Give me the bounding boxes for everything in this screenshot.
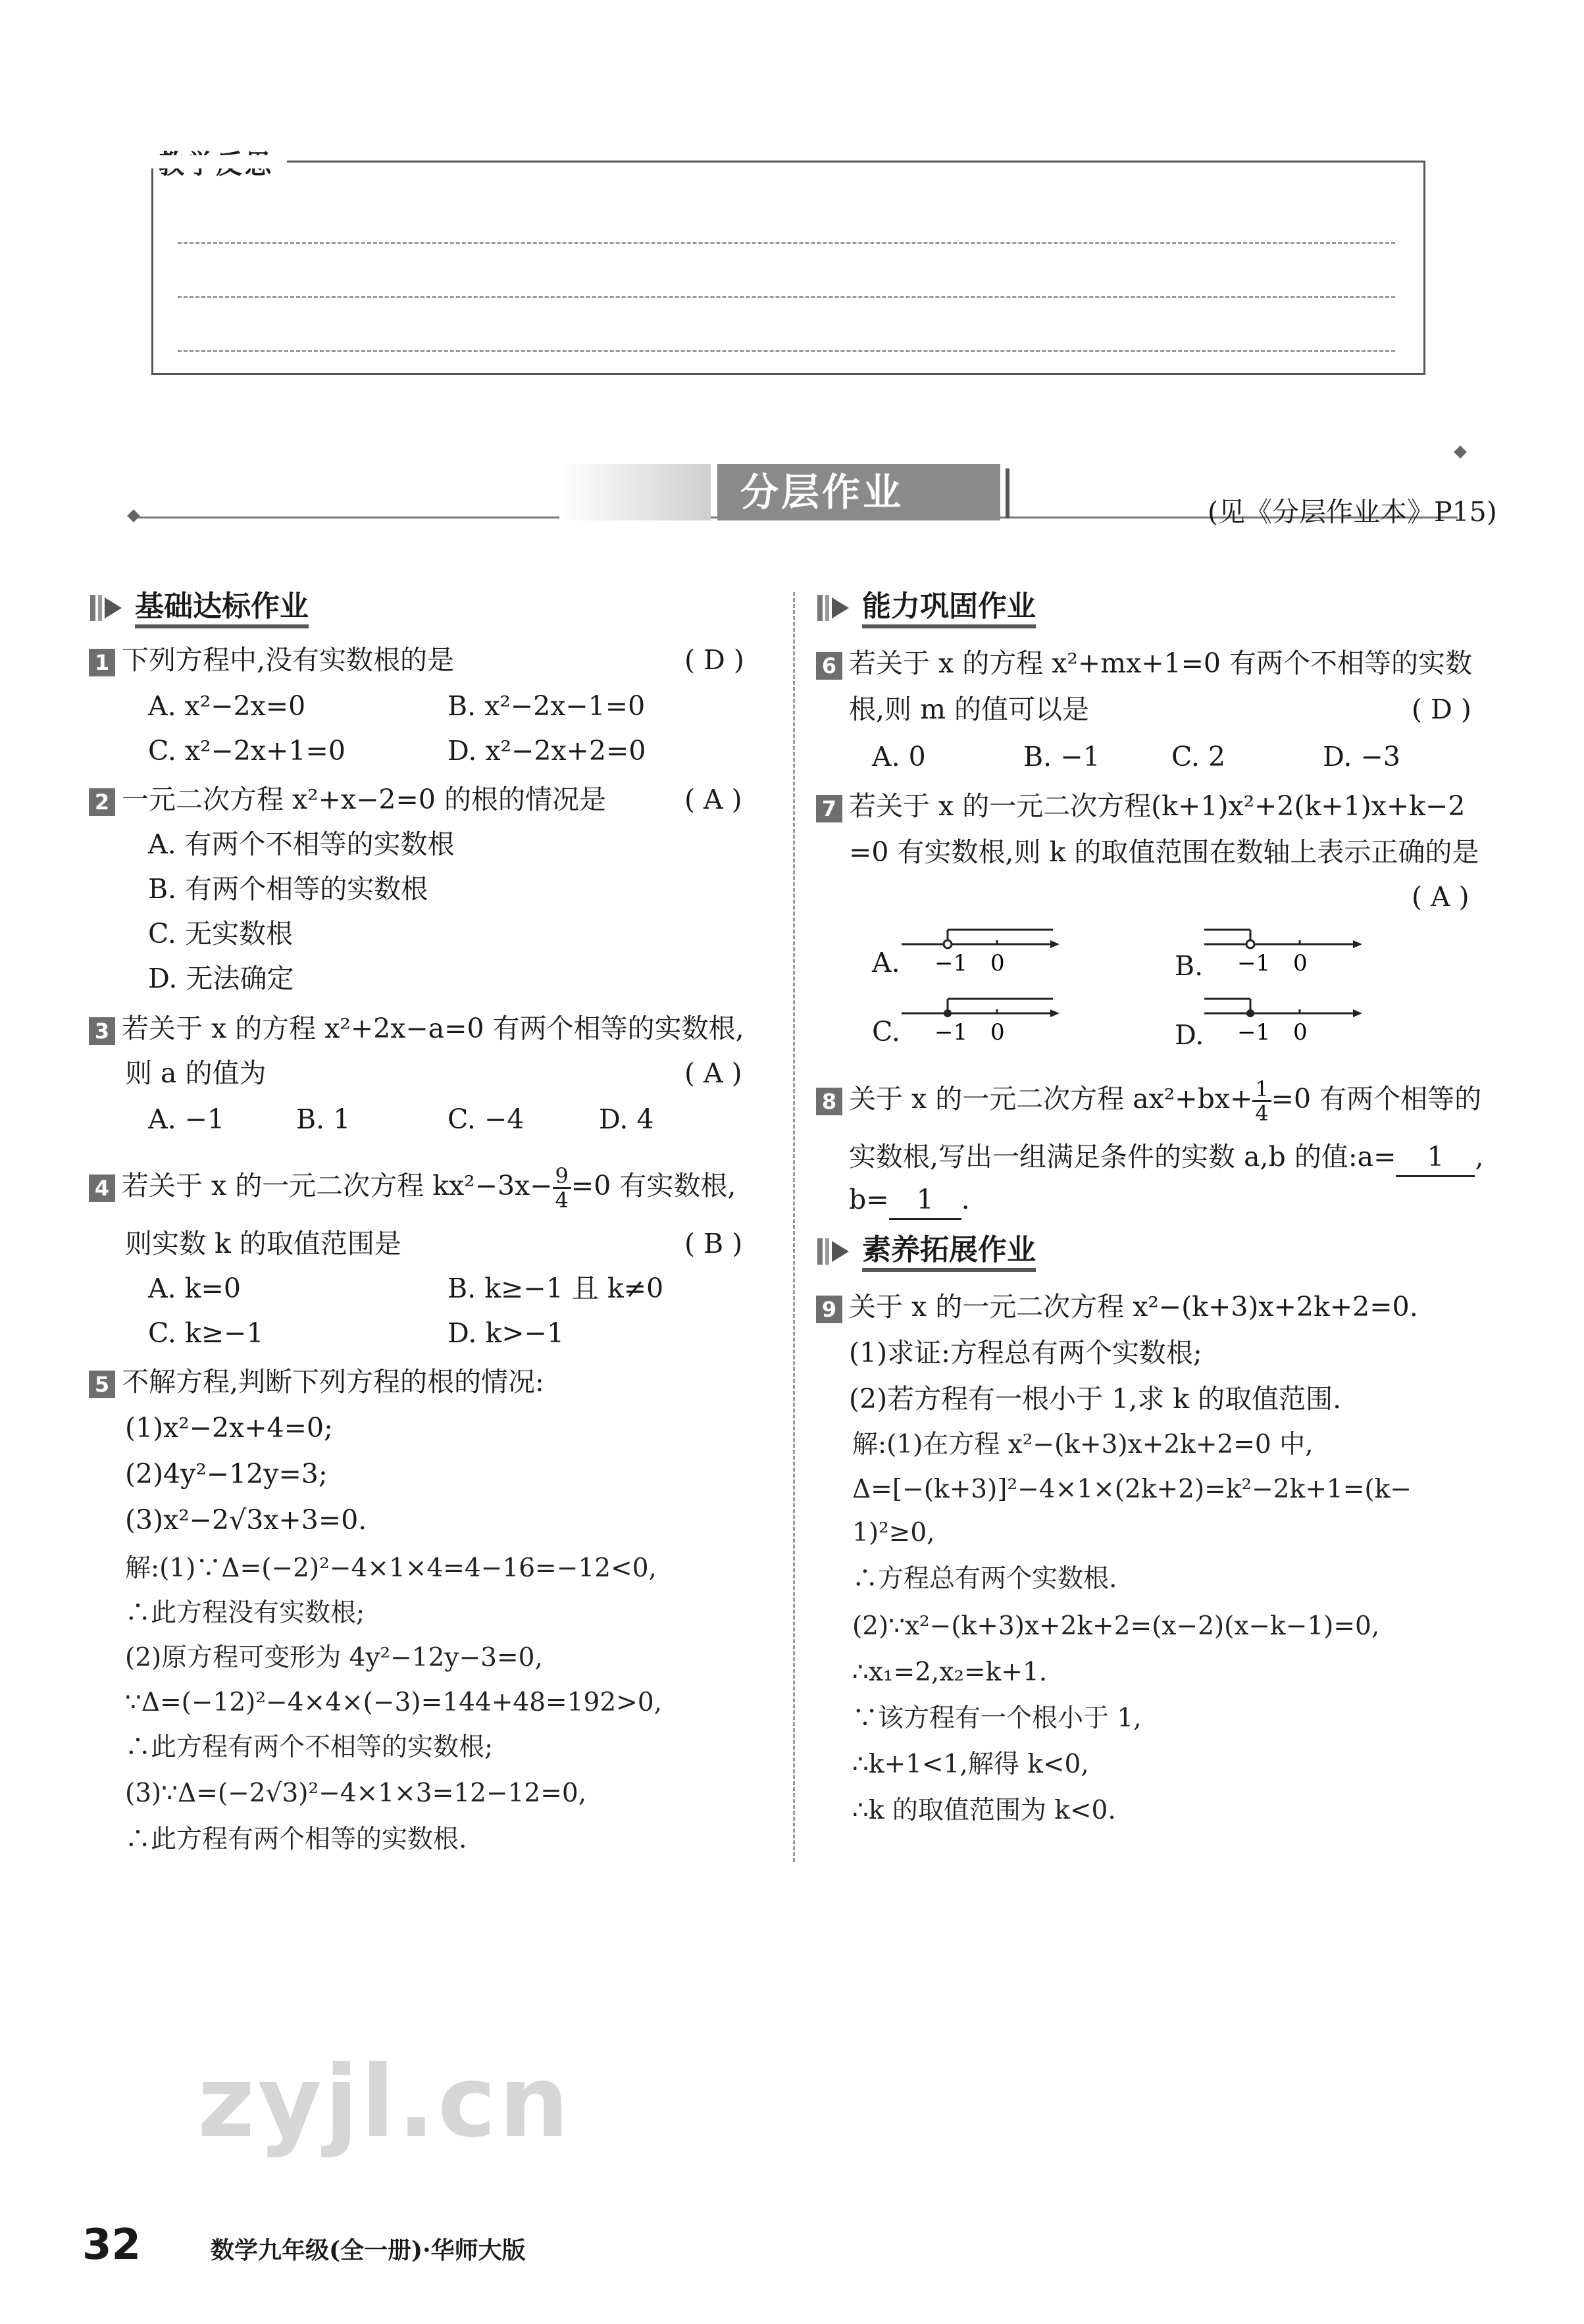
- banner-diamond-left: [127, 509, 140, 522]
- q4-option-a: A. k=0: [148, 1273, 241, 1304]
- tick-label: −1: [934, 1019, 968, 1046]
- arrow-icon: [816, 1234, 854, 1269]
- tick-label: −1: [1237, 1019, 1271, 1046]
- q5-solution-5: ∴此方程有两个不相等的实数根;: [125, 1732, 494, 1762]
- q9-solution-7: ∵该方程有一个根小于 1,: [852, 1704, 1142, 1733]
- q5-solution-2: ∴此方程没有实数根;: [125, 1598, 365, 1628]
- q6-option-d: D. −3: [1323, 741, 1400, 772]
- answer-7: ( A ): [1412, 881, 1469, 913]
- q3-option-c: C. −4: [447, 1103, 524, 1135]
- arrow-icon: [816, 591, 854, 625]
- q5-solution-1: 解:(1)∵Δ=(−2)²−4×1×4=4−16=−12<0,: [125, 1554, 657, 1583]
- section-extension: 素养拓展作业: [816, 1230, 1036, 1270]
- q9-solution-1: 解:(1)在方程 x²−(k+3)x+2k+2=0 中,: [852, 1430, 1314, 1459]
- tick-label: 0: [1293, 950, 1308, 976]
- q6-option-a: A. 0: [872, 741, 926, 772]
- tick-label: 0: [990, 1019, 1005, 1046]
- question-7: 7 若关于 x 的一元二次方程(k+1)x²+2(k+1)x+k−2: [816, 788, 1466, 824]
- q5-solution-6: (3)∵Δ=(−2√3)²−4×1×3=12−12=0,: [125, 1779, 587, 1808]
- question-3: 3 若关于 x 的方程 x²+2x−a=0 有两个相等的实数根,: [89, 1010, 744, 1047]
- b-value-blank[interactable]: 1: [889, 1181, 961, 1220]
- tick-label: −1: [934, 950, 968, 976]
- q9-solution-3: 1)²≥0,: [852, 1518, 935, 1548]
- q8-stem-3: b= 1 .: [849, 1181, 970, 1220]
- q2-option-a: A. 有两个不相等的实数根: [148, 828, 455, 860]
- question-4: 4 若关于 x 的一元二次方程 kx²−3x− $\frac{9}{4}$ =0 有实数根,: [89, 1165, 736, 1211]
- q9-solution-6: ∴x₁=2,x₂=k+1.: [852, 1657, 1048, 1687]
- q7-option-d-numberline: [1204, 987, 1362, 1046]
- q9-solution-2: Δ=[−(k+3)]²−4×1×(2k+2)=k²−2k+1=(k−: [852, 1475, 1412, 1504]
- q2-option-c: C. 无实数根: [148, 918, 293, 949]
- q3-option-a: A. −1: [148, 1103, 225, 1135]
- tick-label: 0: [990, 950, 1005, 976]
- banner-deco: [559, 464, 711, 520]
- q9-solution-5: (2)∵x²−(k+3)x+2k+2=(x−2)(x−k−1)=0,: [852, 1611, 1380, 1641]
- reflection-line-1[interactable]: [178, 242, 1395, 244]
- answer-3: ( A ): [684, 1057, 742, 1089]
- q7-option-b-label: B.: [1175, 950, 1204, 982]
- q1-option-a: A. x²−2x=0: [148, 690, 306, 722]
- q4-option-d: D. k>−1: [447, 1317, 565, 1349]
- page-number: 32: [82, 2221, 141, 2269]
- answer-2: ( A ): [684, 784, 742, 815]
- reflection-line-3[interactable]: [178, 350, 1395, 352]
- question-6: 6 若关于 x 的方程 x²+mx+1=0 有两个不相等的实数: [816, 645, 1472, 682]
- question-9: 9 关于 x 的一元二次方程 x²−(k+3)x+2k+2=0.: [816, 1288, 1418, 1325]
- q7-option-c-numberline: [902, 987, 1060, 1046]
- q5-solution-3: (2)原方程可变形为 4y²−12y−3=0,: [125, 1643, 543, 1673]
- q7-option-b-numberline: [1204, 918, 1362, 977]
- arrow-icon: [89, 591, 127, 625]
- q4-option-c: C. k≥−1: [148, 1317, 264, 1349]
- question-5: 5 不解方程,判断下列方程的根的情况:: [89, 1363, 544, 1400]
- q7-option-c-label: C.: [872, 1016, 900, 1048]
- q5-item-1: (1)x²−2x+4=0;: [125, 1412, 333, 1444]
- q6-option-c: C. 2: [1171, 741, 1226, 772]
- q5-item-3: (3)x²−2√3x+3=0.: [125, 1504, 367, 1536]
- q7-option-d-label: D.: [1175, 1019, 1204, 1051]
- q8-stem-2: 实数根,写出一组满足条件的实数 a,b 的值:a= 1 ,: [849, 1138, 1483, 1177]
- q9-solution-4: ∴方程总有两个实数根.: [852, 1564, 1117, 1594]
- answer-4: ( B ): [684, 1228, 743, 1259]
- q5-item-2: (2)4y²−12y=3;: [125, 1458, 328, 1490]
- banner-title: 分层作业: [740, 470, 904, 515]
- banner-diamond-right: [1454, 445, 1467, 459]
- q4-fraction: $\frac{9}{4}$: [553, 1165, 571, 1211]
- question-1: 1 下列方程中,没有实数根的是: [89, 642, 454, 678]
- reflection-box: [151, 161, 1425, 375]
- section-basic: 基础达标作业: [89, 587, 309, 626]
- q3-stem-2: 则 a 的值为: [125, 1057, 267, 1089]
- question-2: 2 一元二次方程 x²+x−2=0 的根的情况是: [89, 781, 606, 818]
- answer-6: ( D ): [1412, 694, 1471, 725]
- q4-option-b: B. k≥−1 且 k≠0: [447, 1273, 664, 1304]
- q8-fraction: $\frac{1}{4}$: [1252, 1078, 1271, 1124]
- footer-book-title: 数学九年级(全一册)·华师大版: [211, 2236, 526, 2264]
- section-ability: 能力巩固作业: [816, 587, 1036, 626]
- banner-reference: (见《分层作业本》P15): [1208, 496, 1497, 528]
- q1-option-c: C. x²−2x+1=0: [148, 735, 345, 767]
- q9-solution-8: ∴k+1<1,解得 k<0,: [852, 1750, 1089, 1779]
- q5-solution-4: ∵Δ=(−12)²−4×4×(−3)=144+48=192>0,: [125, 1688, 663, 1717]
- q7-option-a-numberline: [902, 918, 1060, 977]
- q2-option-d: D. 无法确定: [148, 963, 294, 994]
- q2-option-b: B. 有两个相等的实数根: [148, 873, 428, 905]
- tick-label: −1: [1237, 950, 1271, 976]
- a-value-blank[interactable]: 1: [1396, 1138, 1475, 1177]
- q1-option-b: B. x²−2x−1=0: [447, 690, 646, 722]
- q9-solution-9: ∴k 的取值范围为 k<0.: [852, 1796, 1116, 1825]
- q9-part-2: (2)若方程有一根小于 1,求 k 的取值范围.: [849, 1383, 1342, 1415]
- q9-part-1: (1)求证:方程总有两个实数根;: [849, 1337, 1202, 1369]
- q6-option-b: B. −1: [1023, 741, 1100, 772]
- q7-stem-2: =0 有实数根,则 k 的取值范围在数轴上表示正确的是: [849, 836, 1479, 868]
- q3-option-b: B. 1: [296, 1103, 351, 1135]
- tick-label: 0: [1293, 1019, 1308, 1046]
- question-8: 8 关于 x 的一元二次方程 ax²+bx+ $\frac{1}{4}$ =0 有两个相等的: [816, 1078, 1481, 1124]
- watermark: zyjl.cn: [197, 2045, 572, 2160]
- reflection-line-2[interactable]: [178, 296, 1395, 298]
- q5-solution-7: ∴此方程有两个相等的实数根.: [125, 1825, 467, 1854]
- q1-option-d: D. x²−2x+2=0: [447, 735, 646, 767]
- q7-option-a-label: A.: [872, 947, 900, 978]
- q6-stem-2: 根,则 m 的值可以是: [849, 694, 1089, 725]
- column-divider: [793, 592, 795, 1862]
- answer-1: ( D ): [684, 644, 744, 676]
- q3-option-d: D. 4: [599, 1103, 654, 1135]
- q4-stem-2: 则实数 k 的取值范围是: [125, 1228, 401, 1259]
